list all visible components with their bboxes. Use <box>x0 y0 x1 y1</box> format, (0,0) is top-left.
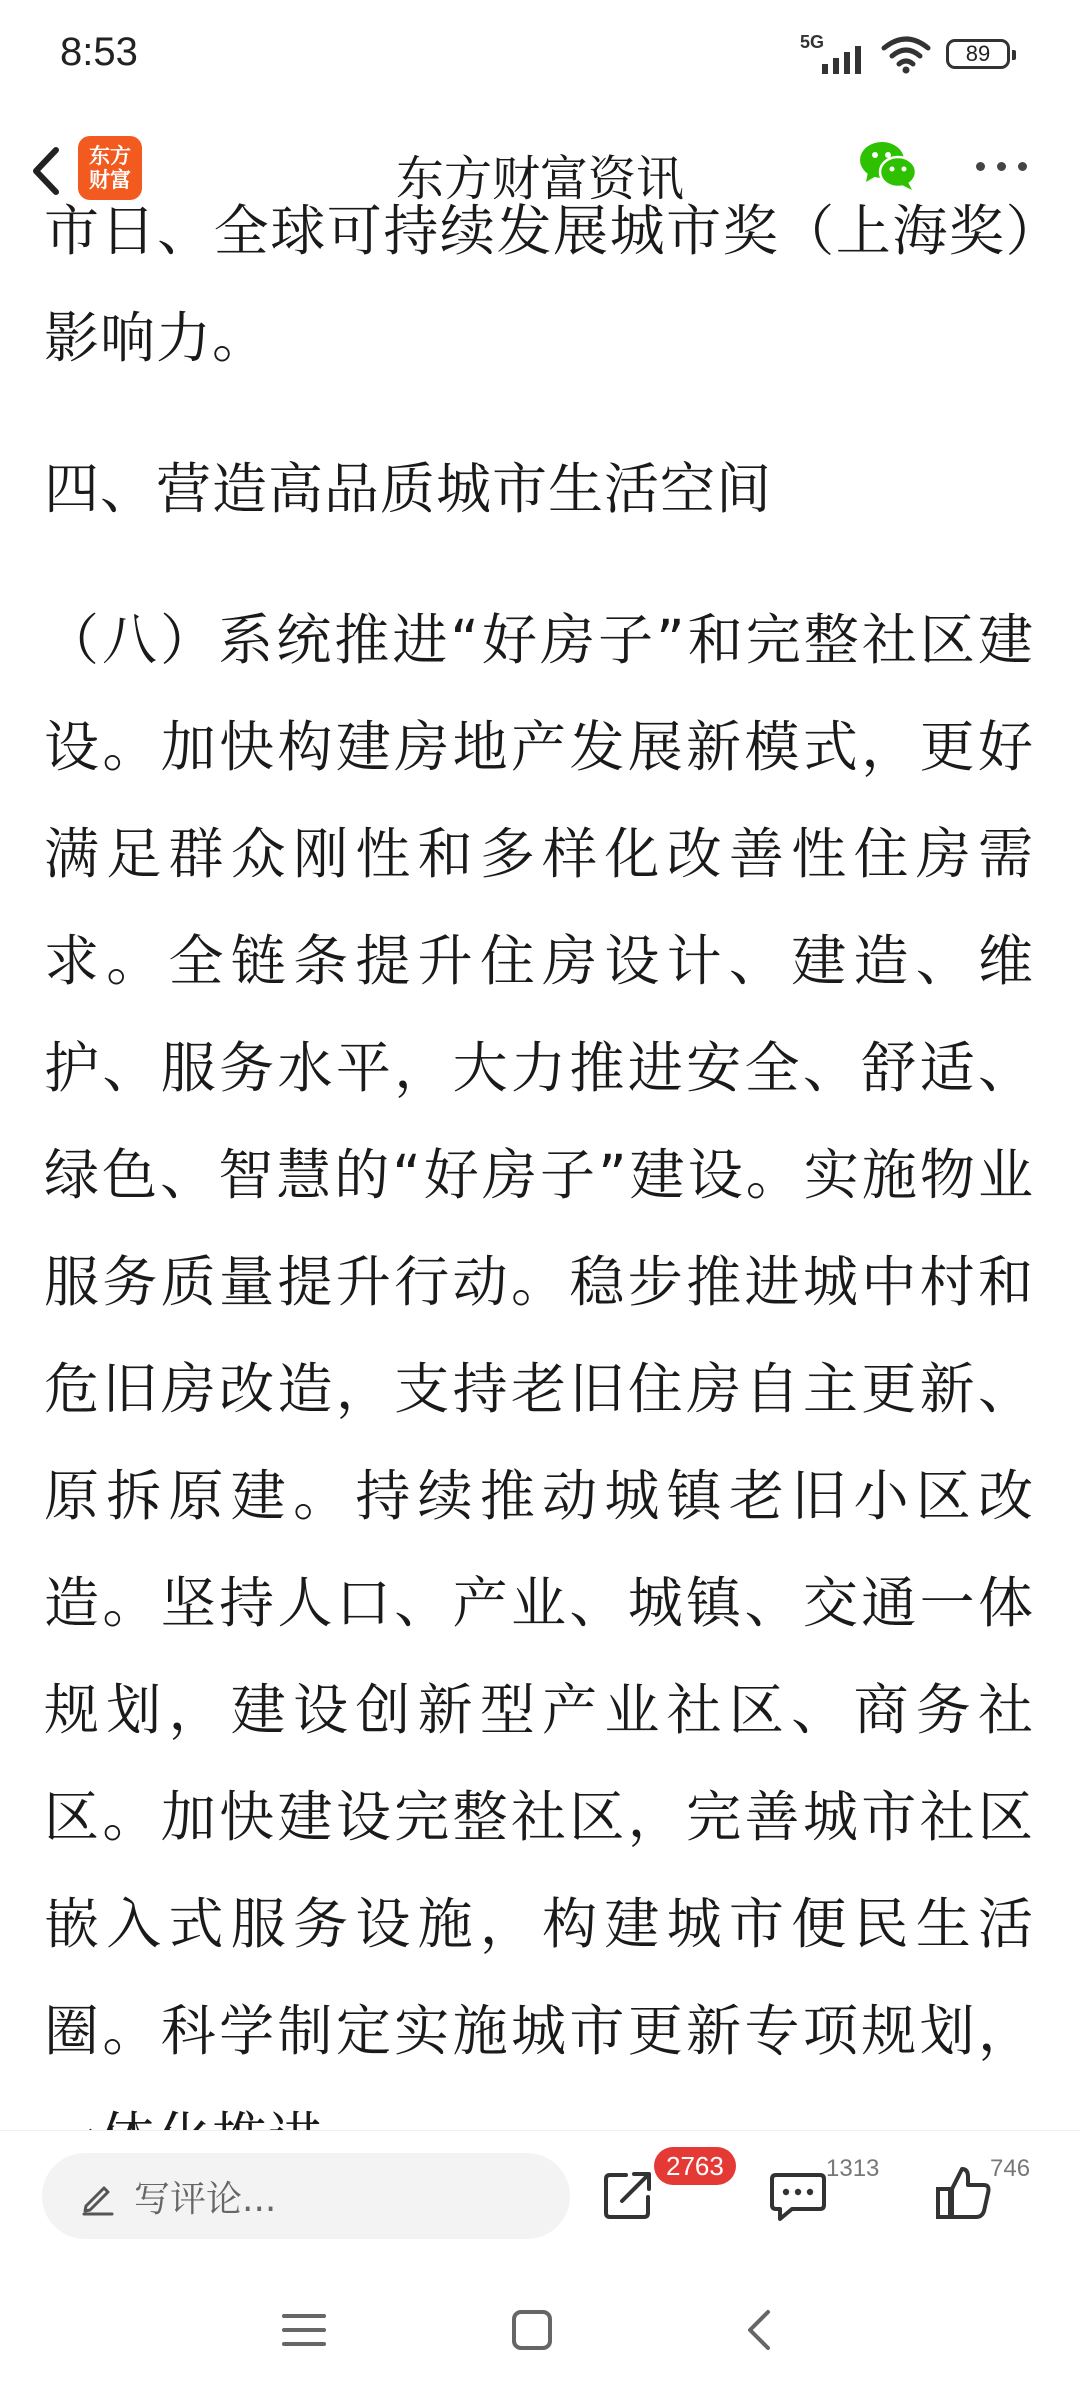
battery-level: 89 <box>965 41 991 66</box>
comments-icon[interactable] <box>768 2167 828 2223</box>
network-type-label: 5G <box>800 32 825 52</box>
section-heading: 四、营造高品质城市生活空间 <box>44 457 773 521</box>
wifi-icon <box>880 34 932 74</box>
signal-icon <box>800 34 866 74</box>
article-paragraph: （八）系统推进“好房子”和完整社区建设。加快构建房地产发展新模式，更好满足群众刚性和多样化改善性住房需求。全链条提升住房设计、建造、维护、服务水平，大力推进安全、舒适、绿色、智慧的“好房子”建设。实施物业服务质量提升行动。稳步推进城中村和危旧房改造，支持老旧住房自主更新、原拆原建。持续推动城镇老旧小区改造。坚持人口、产业、城镇、交通一体规划，建设创新型产业社区、商务社区。加快建设完整社区，完善城市社区嵌入式服务设施，构建城市便民生活圈。科学制定实施城市更新专项规划， <box>44 608 1034 2063</box>
bottom-action-bar <box>0 2130 1080 2263</box>
thumbs-up-icon[interactable] <box>932 2161 996 2225</box>
comment-input[interactable] <box>42 2153 570 2239</box>
logo-text-line2: 财富 <box>89 168 131 192</box>
comment-placeholder: 写评论... <box>134 2178 277 2220</box>
status-time: 8:53 <box>60 30 138 74</box>
battery-icon <box>946 39 1010 69</box>
home-square-icon[interactable] <box>504 2302 560 2358</box>
status-bar <box>0 0 1080 118</box>
share-icon[interactable] <box>598 2165 658 2225</box>
more-options-icon[interactable] <box>976 162 1027 171</box>
system-nav-bar <box>0 2262 1080 2400</box>
page-title: 东方财富资讯 <box>395 151 684 207</box>
menu-icon[interactable] <box>276 2302 332 2358</box>
like-count: 746 <box>990 2155 1031 2182</box>
comment-count: 1313 <box>826 2155 880 2182</box>
pencil-icon <box>78 2176 118 2216</box>
logo-text-line1: 东方 <box>89 144 131 168</box>
status-icons <box>800 34 1010 74</box>
back-triangle-icon[interactable] <box>732 2302 788 2358</box>
share-count-badge: 2763 <box>654 2147 736 2185</box>
article-paragraph: 市日、全球可持续发展城市奖（上海奖）影响力。 <box>44 199 1034 370</box>
article-body <box>0 199 1080 2130</box>
